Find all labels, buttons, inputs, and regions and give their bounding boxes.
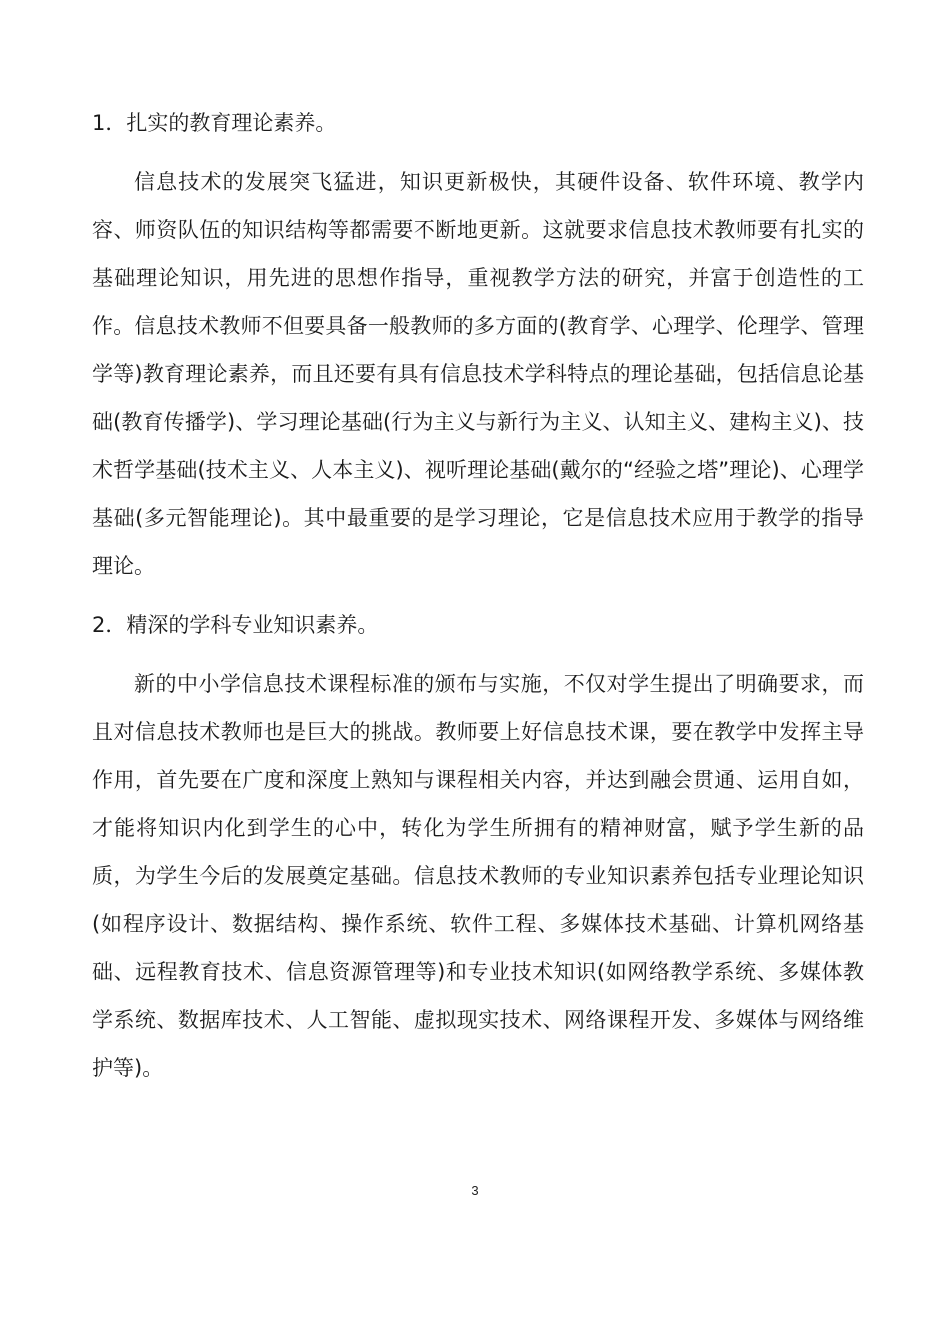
section-1-heading: 1．扎实的教育理论素养。 [92,111,337,135]
page-number: 3 [471,1183,479,1198]
section-2-paragraph: 新的中小学信息技术课程标准的颁布与实施，不仅对学生提出了明确要求，而且对信息技术教师也是巨大的挑战。教师要上好信息技术课，要在教学中发挥主导作用，首先要在广度和深度上熟知与课程相关内容，并达到融会贯通、运用自如，才能将知识内化到学生的心中，转化为学生所拥有的精神财富，赋予学生新的品质，为学生今后的发展奠定基础。信息技术教师的专业知识素养包括专业理论知识(如程序设计、数据结构、操作系统、软件工程、多媒体技术基础、计算机网络基础、远程教育技术、信息资源管理等)和专业技术知识(如网络教学系统、多媒体教学系统、数据库技术、人工智能、虚拟现实技术、网络课程开发、多媒体与网络维护等)。 [92,672,864,1080]
page-content [92,99,864,1103]
section-1-paragraph: 信息技术的发展突飞猛进，知识更新极快，其硬件设备、软件环境、教学内容、师资队伍的知识结构等都需要不断地更新。这就要求信息技术教师要有扎实的基础理论知识，用先进的思想作指导，重视教学方法的研究，并富于创造性的工作。信息技术教师不但要具备一般教师的多方面的(教育学、心理学、伦理学、管理学等)教育理论素养，而且还要有具有信息技术学科特点的理论基础，包括信息论基础(教育传播学)、学习理论基础(行为主义与新行为主义、认知主义、建构主义)、技术哲学基础(技术主义、人本主义)、视听理论基础(戴尔的“经验之塔”理论)、心理学基础(多元智能理论)。其中最重要的是学习理论，它是信息技术应用于教学的指导理论。 [92,170,864,578]
section-2-heading: 2．精深的学科专业知识素养。 [92,613,379,637]
